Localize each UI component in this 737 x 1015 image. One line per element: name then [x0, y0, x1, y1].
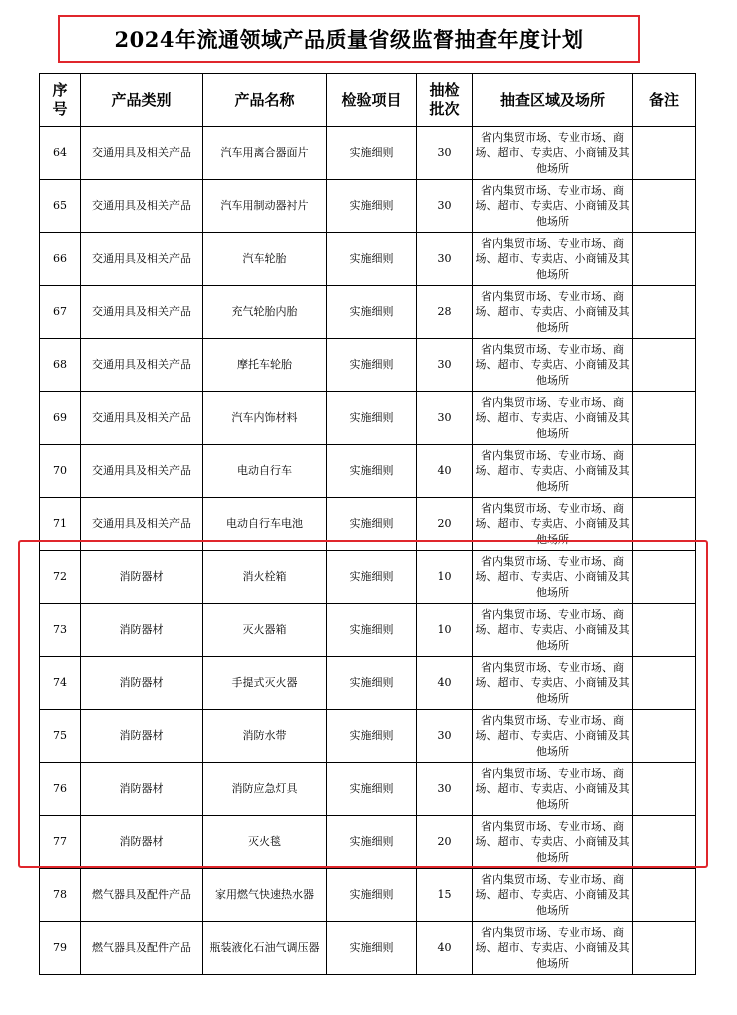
cell-no: 72	[40, 551, 81, 604]
cell-item: 实施细则	[327, 127, 417, 180]
page-title: 2024年流通领域产品质量省级监督抽查年度计划	[114, 27, 584, 52]
cell-item: 实施细则	[327, 710, 417, 763]
cell-no: 74	[40, 657, 81, 710]
cell-region: 省内集贸市场、专业市场、商场、超市、专卖店、小商铺及其他场所	[473, 816, 633, 869]
cell-category: 燃气器具及配件产品	[81, 869, 203, 922]
cell-batches: 30	[417, 180, 473, 233]
cell-note	[633, 286, 696, 339]
cell-item: 实施细则	[327, 233, 417, 286]
cell-batches: 40	[417, 445, 473, 498]
cell-note	[633, 233, 696, 286]
cell-category: 交通用具及相关产品	[81, 498, 203, 551]
cell-batches: 15	[417, 869, 473, 922]
header-note: 备注	[633, 74, 696, 127]
cell-no: 75	[40, 710, 81, 763]
cell-item: 实施细则	[327, 339, 417, 392]
cell-no: 69	[40, 392, 81, 445]
header-region: 抽查区域及场所	[473, 74, 633, 127]
table-row	[40, 816, 696, 869]
cell-no: 66	[40, 233, 81, 286]
cell-no: 70	[40, 445, 81, 498]
header-no: 序号	[40, 74, 81, 127]
table-row	[40, 392, 696, 445]
cell-region: 省内集贸市场、专业市场、商场、超市、专卖店、小商铺及其他场所	[473, 551, 633, 604]
cell-region: 省内集贸市场、专业市场、商场、超市、专卖店、小商铺及其他场所	[473, 498, 633, 551]
header-item: 检验项目	[327, 74, 417, 127]
cell-category: 消防器材	[81, 657, 203, 710]
cell-product: 瓶装液化石油气调压器	[203, 922, 327, 975]
cell-item: 实施细则	[327, 922, 417, 975]
cell-region: 省内集贸市场、专业市场、商场、超市、专卖店、小商铺及其他场所	[473, 286, 633, 339]
table-row	[40, 286, 696, 339]
cell-product: 手提式灭火器	[203, 657, 327, 710]
table-row	[40, 445, 696, 498]
table-row	[40, 551, 696, 604]
cell-product: 电动自行车电池	[203, 498, 327, 551]
cell-no: 78	[40, 869, 81, 922]
cell-no: 76	[40, 763, 81, 816]
cell-item: 实施细则	[327, 445, 417, 498]
cell-note	[633, 339, 696, 392]
cell-no: 68	[40, 339, 81, 392]
cell-note	[633, 816, 696, 869]
cell-region: 省内集贸市场、专业市场、商场、超市、专卖店、小商铺及其他场所	[473, 127, 633, 180]
cell-batches: 30	[417, 763, 473, 816]
cell-note	[633, 922, 696, 975]
cell-note	[633, 869, 696, 922]
cell-product: 灭火器箱	[203, 604, 327, 657]
cell-product: 汽车用制动器衬片	[203, 180, 327, 233]
cell-batches: 10	[417, 604, 473, 657]
cell-note	[633, 604, 696, 657]
cell-category: 交通用具及相关产品	[81, 233, 203, 286]
cell-region: 省内集贸市场、专业市场、商场、超市、专卖店、小商铺及其他场所	[473, 339, 633, 392]
cell-product: 家用燃气快速热水器	[203, 869, 327, 922]
cell-batches: 30	[417, 339, 473, 392]
table-row	[40, 180, 696, 233]
header-product: 产品名称	[203, 74, 327, 127]
cell-batches: 40	[417, 657, 473, 710]
table-row	[40, 657, 696, 710]
cell-item: 实施细则	[327, 604, 417, 657]
cell-batches: 20	[417, 816, 473, 869]
cell-item: 实施细则	[327, 869, 417, 922]
cell-note	[633, 763, 696, 816]
cell-no: 65	[40, 180, 81, 233]
cell-note	[633, 392, 696, 445]
cell-category: 消防器材	[81, 710, 203, 763]
table-row	[40, 498, 696, 551]
cell-no: 71	[40, 498, 81, 551]
cell-product: 电动自行车	[203, 445, 327, 498]
title-highlight-box	[58, 15, 640, 63]
header-batches: 抽检批次	[417, 74, 473, 127]
cell-region: 省内集贸市场、专业市场、商场、超市、专卖店、小商铺及其他场所	[473, 180, 633, 233]
cell-region: 省内集贸市场、专业市场、商场、超市、专卖店、小商铺及其他场所	[473, 869, 633, 922]
cell-note	[633, 445, 696, 498]
cell-item: 实施细则	[327, 763, 417, 816]
cell-batches: 30	[417, 392, 473, 445]
cell-item: 实施细则	[327, 286, 417, 339]
cell-batches: 10	[417, 551, 473, 604]
cell-category: 消防器材	[81, 551, 203, 604]
cell-note	[633, 551, 696, 604]
cell-product: 摩托车轮胎	[203, 339, 327, 392]
cell-region: 省内集贸市场、专业市场、商场、超市、专卖店、小商铺及其他场所	[473, 233, 633, 286]
cell-region: 省内集贸市场、专业市场、商场、超市、专卖店、小商铺及其他场所	[473, 763, 633, 816]
cell-batches: 30	[417, 233, 473, 286]
cell-product: 汽车内饰材料	[203, 392, 327, 445]
table-row	[40, 763, 696, 816]
cell-category: 交通用具及相关产品	[81, 392, 203, 445]
cell-item: 实施细则	[327, 392, 417, 445]
cell-no: 77	[40, 816, 81, 869]
table-row	[40, 339, 696, 392]
cell-product: 汽车用离合器面片	[203, 127, 327, 180]
cell-item: 实施细则	[327, 498, 417, 551]
cell-note	[633, 657, 696, 710]
table-row	[40, 710, 696, 763]
cell-no: 67	[40, 286, 81, 339]
cell-category: 交通用具及相关产品	[81, 127, 203, 180]
cell-item: 实施细则	[327, 180, 417, 233]
table-row	[40, 127, 696, 180]
cell-note	[633, 180, 696, 233]
cell-category: 消防器材	[81, 816, 203, 869]
cell-note	[633, 498, 696, 551]
cell-product: 消防水带	[203, 710, 327, 763]
cell-note	[633, 710, 696, 763]
cell-batches: 30	[417, 710, 473, 763]
cell-category: 交通用具及相关产品	[81, 445, 203, 498]
cell-region: 省内集贸市场、专业市场、商场、超市、专卖店、小商铺及其他场所	[473, 922, 633, 975]
table-row	[40, 922, 696, 975]
cell-product: 灭火毯	[203, 816, 327, 869]
cell-region: 省内集贸市场、专业市场、商场、超市、专卖店、小商铺及其他场所	[473, 710, 633, 763]
cell-product: 充气轮胎内胎	[203, 286, 327, 339]
cell-product: 汽车轮胎	[203, 233, 327, 286]
cell-item: 实施细则	[327, 551, 417, 604]
cell-category: 交通用具及相关产品	[81, 286, 203, 339]
cell-batches: 28	[417, 286, 473, 339]
cell-batches: 20	[417, 498, 473, 551]
cell-category: 交通用具及相关产品	[81, 180, 203, 233]
cell-no: 64	[40, 127, 81, 180]
table-row	[40, 233, 696, 286]
cell-item: 实施细则	[327, 816, 417, 869]
cell-no: 73	[40, 604, 81, 657]
cell-no: 79	[40, 922, 81, 975]
cell-region: 省内集贸市场、专业市场、商场、超市、专卖店、小商铺及其他场所	[473, 657, 633, 710]
cell-region: 省内集贸市场、专业市场、商场、超市、专卖店、小商铺及其他场所	[473, 392, 633, 445]
cell-batches: 40	[417, 922, 473, 975]
cell-product: 消火栓箱	[203, 551, 327, 604]
plan-table	[39, 73, 696, 975]
header-category: 产品类别	[81, 74, 203, 127]
cell-category: 消防器材	[81, 763, 203, 816]
table-row	[40, 869, 696, 922]
table-row	[40, 604, 696, 657]
cell-note	[633, 127, 696, 180]
cell-category: 交通用具及相关产品	[81, 339, 203, 392]
cell-item: 实施细则	[327, 657, 417, 710]
cell-category: 燃气器具及配件产品	[81, 922, 203, 975]
cell-region: 省内集贸市场、专业市场、商场、超市、专卖店、小商铺及其他场所	[473, 445, 633, 498]
cell-category: 消防器材	[81, 604, 203, 657]
cell-product: 消防应急灯具	[203, 763, 327, 816]
table-header-row	[40, 74, 696, 127]
cell-region: 省内集贸市场、专业市场、商场、超市、专卖店、小商铺及其他场所	[473, 604, 633, 657]
cell-batches: 30	[417, 127, 473, 180]
